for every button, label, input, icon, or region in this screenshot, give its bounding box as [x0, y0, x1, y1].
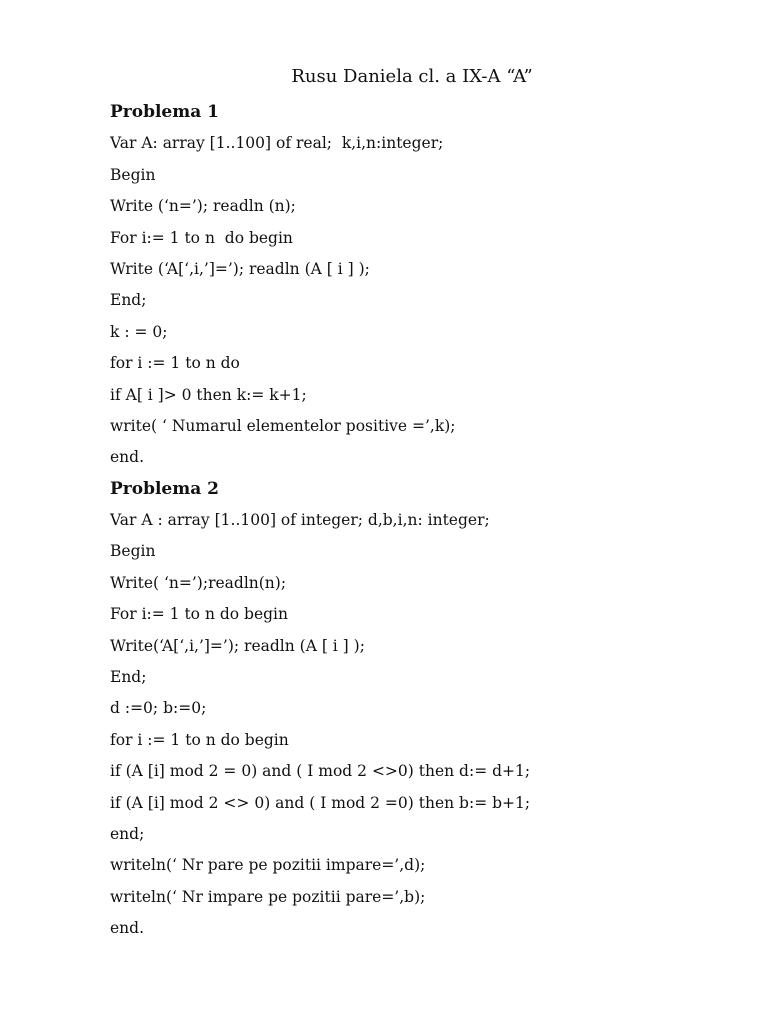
- code-line: Write (‘A[‘,i,’]=’); readln (A [ i ] );: [110, 259, 370, 278]
- code-line: writeln(‘ Nr impare pe pozitii pare=’,b);: [110, 887, 426, 906]
- code-line: write( ‘ Numarul elementelor positive =’,k);: [110, 416, 456, 435]
- code-line: end.: [110, 919, 145, 938]
- code-line: k : = 0;: [110, 322, 168, 341]
- code-line: Write( ‘n=’);readln(n);: [110, 573, 287, 592]
- code-line: For i:= 1 to n do begin: [110, 605, 288, 624]
- section-problema-2: [110, 474, 750, 945]
- code-line: for i := 1 to n do begin: [110, 730, 289, 749]
- code-line: End;: [110, 668, 147, 687]
- section-problema-1: [110, 97, 750, 474]
- code-line: for i := 1 to n do: [110, 354, 240, 373]
- section-heading: Problema 2: [110, 478, 219, 499]
- code-line: Write (‘n=’); readln (n);: [110, 197, 296, 216]
- section-heading: Problema 1: [110, 102, 219, 122]
- code-line: end.: [110, 448, 145, 467]
- code-line: End;: [110, 291, 147, 310]
- document-title: Rusu Daniela cl. a IX-A “A”: [291, 66, 533, 87]
- code-line: d :=0; b:=0;: [110, 699, 207, 718]
- document-content: [110, 97, 750, 945]
- code-line: Write(‘A[‘,i,’]=’); readln (A [ i ] );: [110, 636, 365, 655]
- code-line: Var A: array [1..100] of real; k,i,n:integer;: [110, 134, 444, 153]
- code-line: writeln(‘ Nr pare pe pozitii impare=’,d);: [110, 856, 426, 875]
- code-line: For i:= 1 to n do begin: [110, 228, 293, 247]
- code-line: Var A : array [1..100] of integer; d,b,i,n: integer;: [110, 511, 490, 530]
- code-line: Begin: [110, 542, 156, 561]
- code-line: if (A [i] mod 2 = 0) and ( I mod 2 <>0) then d:= d+1;: [110, 762, 531, 781]
- code-line: end;: [110, 824, 145, 843]
- code-line: if (A [i] mod 2 <> 0) and ( I mod 2 =0) then b:= b+1;: [110, 793, 531, 812]
- code-line: if A[ i ]> 0 then k:= k+1;: [110, 385, 307, 404]
- code-line: Begin: [110, 165, 156, 184]
